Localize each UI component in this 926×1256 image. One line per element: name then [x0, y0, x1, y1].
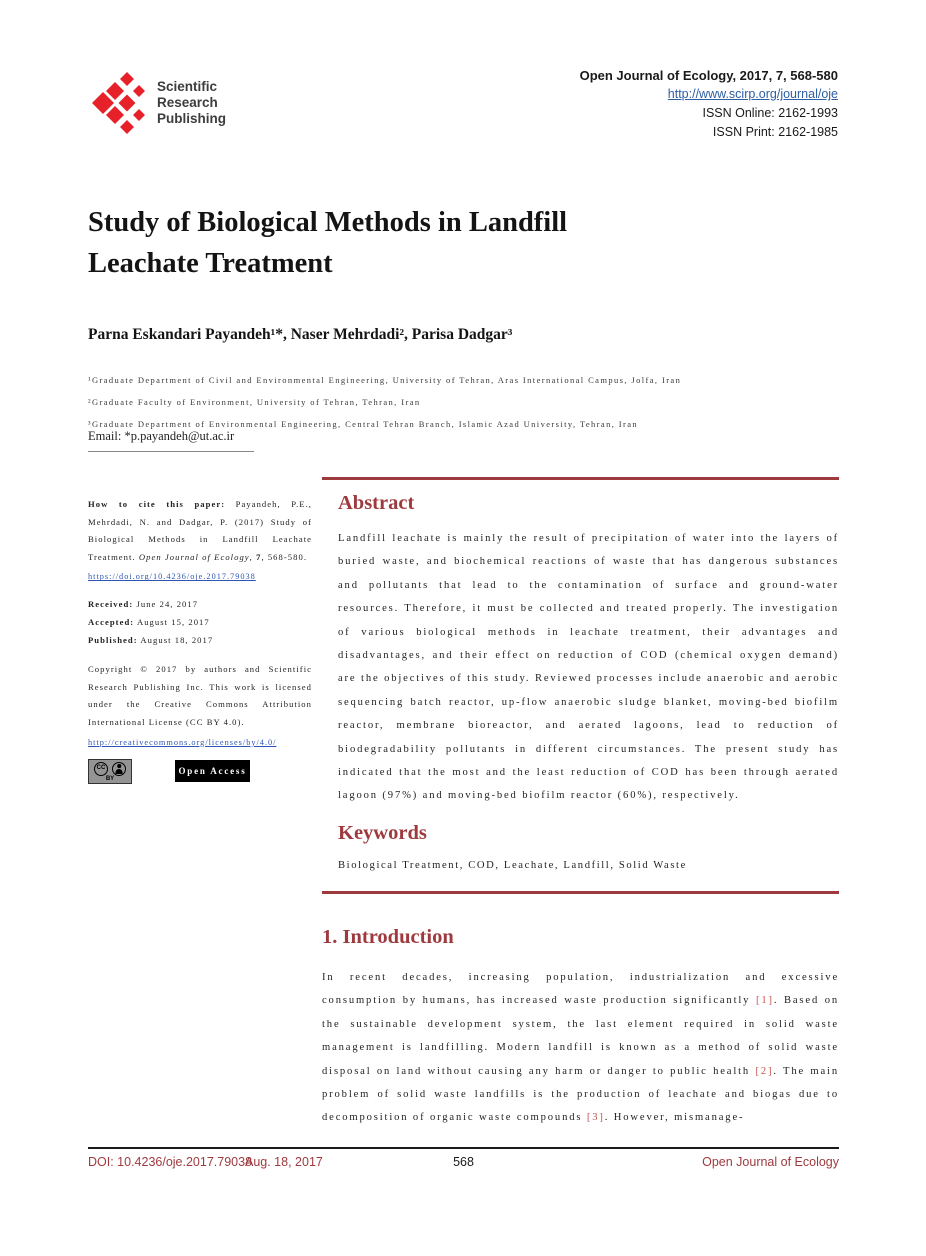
copyright-notice: Copyright © 2017 by authors and Scientific Research Publishing Inc. This work is licensed under the Creative Commons Attribution International License (CC BY 4.0). — [88, 664, 312, 727]
affiliation-line: ³Graduate Department of Environmental Engineering, Central Tehran Branch, Islamic Azad University, Tehran, Iran — [88, 419, 639, 429]
journal-citation-line: Open Journal of Ecology, 2017, 7, 568-580 — [579, 68, 838, 83]
journal-header — [580, 66, 838, 142]
cc-icon: CC — [94, 762, 108, 776]
publisher-name-line: Scientific — [157, 79, 218, 94]
paper-title-line: Study of Biological Methods in Landfill — [88, 207, 568, 238]
abstract-text: Landfill leachate is mainly the result of precipitation of water into the layers of buried waste, and biochemical reactions of waste that has dangerous substances and pollutants that lead to the contamination of surface and ground-water resources. Therefore, it must be collected and treated properly. The investigation of various biological methods in leachate treatment, their advantages and disadvantages, and their effect on reduction of COD (chemical oxygen demand) are the objectives of this study. Reviewed processes include anaerobic and aerobic sequencing batch reactor, up-flow anaerobic sludge blanket, moving-bed biofilm reactor, membrane bioreactor, and aerated lagoons, lead to reduction of biodegradability pollutants in different circumstances. The present study has indicated that the most and the least reduction of COD has been through aerated lagoon (97%) and moving-bed biofilm reactor (60%), respectively. — [338, 533, 839, 802]
open-access-badge: Open Access — [175, 760, 250, 782]
doi-link[interactable]: https://doi.org/10.4236/oje.2017.79038 — [88, 572, 256, 582]
reference-3-link[interactable]: [3] — [586, 1112, 605, 1124]
abstract-heading: Abstract — [338, 492, 415, 514]
introduction-text: In recent decades, increasing population, industrialization and excessive consumption by humans, has increased waste production significantly [1]. Based on the sustainable development system, the last element required in solid waste management is landfilling. Modern landfill is known as a method of solid waste disposal on land without causing any harm or danger to public health [2]. The main problem of solid waste landfills is the production of leachate and biogas due to decomposition of organic waste compounds [3]. However, mismanage- — [322, 972, 840, 1124]
reference-1-link[interactable]: [1] — [755, 995, 774, 1007]
keywords-heading: Keywords — [338, 822, 427, 844]
accepted-line — [88, 614, 312, 632]
affiliation-line: ¹Graduate Department of Civil and Environmental Engineering, University of Tehran, Aras International Campus, Jolfa, Iran — [88, 375, 682, 385]
footer-page-number: 568 — [453, 1155, 474, 1169]
article-dates — [88, 596, 312, 649]
sidebar-metadata — [88, 496, 312, 784]
published-value: August 18, 2017 — [140, 634, 214, 645]
abstract-top-rule — [322, 477, 839, 480]
keywords-bottom-rule — [322, 891, 839, 894]
footer-rule — [88, 1147, 839, 1149]
person-icon — [112, 762, 126, 776]
license-badges — [88, 759, 312, 784]
publisher-name-line: Research — [157, 95, 218, 110]
accepted-value: August 15, 2017 — [136, 616, 210, 627]
introduction-heading: 1. Introduction — [322, 926, 454, 948]
license-link[interactable]: http://creativecommons.org/licenses/by/4.0/ — [88, 737, 277, 747]
reference-2-link[interactable]: [2] — [755, 1065, 774, 1077]
cc-by-label: BY — [105, 775, 115, 782]
cc-by-badge[interactable] — [88, 759, 132, 784]
publisher-logo — [90, 70, 226, 136]
received-line — [88, 596, 312, 614]
authors-line: Parna Eskandari Payandeh¹*, Naser Mehrdadi², Parisa Dadgar³ — [88, 326, 513, 343]
publisher-name-line: Publishing — [157, 111, 226, 126]
accepted-label: Accepted: — [88, 616, 135, 627]
page-footer — [88, 1155, 839, 1175]
published-line — [88, 632, 312, 650]
journal-url-link[interactable]: http://www.scirp.org/journal/oje — [667, 87, 838, 101]
keywords-text: Biological Treatment, COD, Leachate, Landfill, Solid Waste — [338, 860, 687, 871]
how-to-cite-text: Payandeh, P.E., Mehrdadi, N. and Dadgar, P. (2017) Study of Biological Methods in Landfill Leachate Treatment. — [88, 499, 313, 562]
issn-print: ISSN Print: 2162-1985 — [712, 125, 838, 139]
footer-date: Aug. 18, 2017 — [245, 1155, 323, 1169]
paper-title-line: Leachate Treatment — [88, 248, 333, 279]
received-label: Received: — [88, 599, 134, 610]
email-divider — [88, 451, 254, 452]
footer-journal-name: Open Journal of Ecology — [702, 1155, 839, 1169]
publisher-name — [157, 70, 226, 127]
paper-title — [88, 202, 808, 284]
issn-online: ISSN Online: 2162-1993 — [702, 106, 838, 120]
how-to-cite-block: How to cite this paper: Payandeh, P.E., Mehrdadi, N. and Dadgar, P. (2017) Study of Biological Methods in Landfill Leachate Treatment. Open Journal of Ecology, 7, 568-580. — [88, 499, 313, 562]
cited-volume: 7 — [256, 551, 262, 562]
cited-journal-name: Open Journal of Ecology — [138, 551, 250, 562]
received-value: June 24, 2017 — [136, 599, 199, 610]
srp-diamonds-icon — [90, 70, 152, 136]
cited-pages: , 568-580. — [261, 551, 308, 562]
corresponding-email: Email: *p.payandeh@ut.ac.ir — [88, 429, 235, 443]
published-label: Published: — [88, 634, 138, 645]
how-to-cite-label: How to cite this paper: — [88, 499, 226, 509]
affiliations — [88, 369, 681, 435]
affiliation-line: ²Graduate Faculty of Environment, University of Tehran, Tehran, Iran — [88, 397, 421, 407]
footer-doi: DOI: 10.4236/oje.2017.79038 — [88, 1155, 253, 1169]
